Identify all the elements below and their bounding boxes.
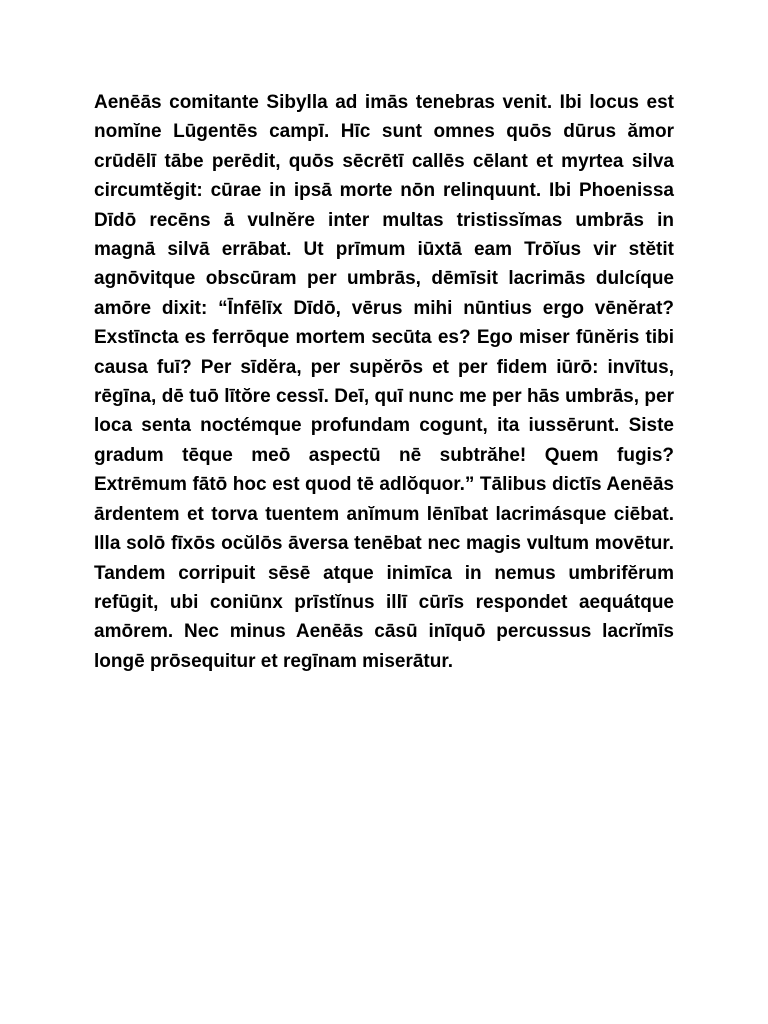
latin-passage-paragraph: Aenēās comitante Sibylla ad imās tenebras venit. Ibi locus est nomĭne Lūgentēs campī. Hīc sunt omnes quōs dūrus ămor crūdēlī tābe perēdit, quōs sēcrētī callēs cēlant et myrtea silva circumtĕgit: cūrae in ipsā morte nōn relinquunt. Ibi Phoenissa Dīdō recēns ā vulnĕre inter multas tristissĭmas umbrās in magnā silvā errābat. Ut prīmum iūxtā eam Trōĭus vir stĕtit agnōvitque obscūram per umbrās, dēmīsit lacrimās dulcíque amōre dixit: “Īnfēlīx Dīdō, vērus mihi nūntius ergo vēnĕrat? Exstīncta es ferrōque mortem secūta es? Ego miser fūnĕris tibi causa fuī? Per sīdĕra, per supĕrōs et per fidem iūrō: invītus, rēgīna, dē tuō lītŏre cessī. Deī, quī nunc me per hās umbrās, per loca senta noctémque profundam cogunt, ita iussērunt. Siste gradum tēque meō aspectū nē subtrăhe! Quem fugis? Extrēmum fātō hoc est quod tē adlŏquor.” Tālibus dictīs Aenēās ārdentem et torva tuentem anĭmum lēnībat lacrimásque ciēbat. Illa solō fīxōs ocŭlōs āversa tenēbat nec magis vultum movētur. Tandem corripuit sēsē atque inimīca in nemus umbrifĕrum refūgit, ubi coniūnx prīstĭnus illī cūrīs respondet aequátque amōrem. Nec minus Aenēās cāsū inīquō percussus lacrĭmīs longē prōsequitur et regīnam miserātur. <box>94 92 674 672</box>
